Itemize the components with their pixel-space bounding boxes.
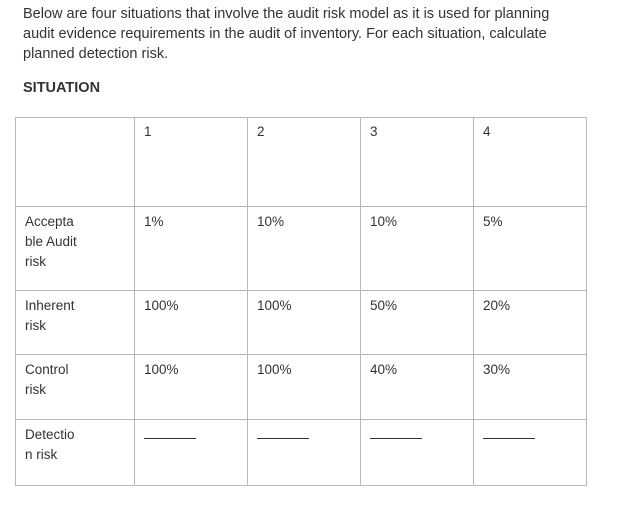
table-cell: 100%	[135, 355, 248, 420]
row-label-detection-risk	[16, 420, 135, 486]
row-label-line: Detectio	[25, 427, 75, 442]
row-label-line: ble Audit	[25, 234, 77, 249]
table-cell: 40%	[361, 355, 474, 420]
column-header-1: 1	[135, 118, 248, 207]
table-header-row	[16, 118, 587, 207]
column-header-4: 4	[474, 118, 587, 207]
intro-line-1: Below are four situations that involve the audit risk model as it is used for planning	[23, 6, 550, 22]
intro-line-2: audit evidence requirements in the audit of inventory. For each situation, calculate	[23, 26, 547, 42]
answer-blank-3	[370, 426, 422, 439]
answer-blank-cell	[135, 420, 248, 486]
audit-risk-table	[15, 117, 587, 486]
row-label-line: risk	[25, 318, 46, 333]
answer-blank-cell	[248, 420, 361, 486]
table-row-acceptable-audit-risk	[16, 207, 587, 291]
answer-blank-cell	[474, 420, 587, 486]
table-cell: 5%	[474, 207, 587, 291]
row-label-inherent-risk	[16, 291, 135, 355]
answer-blank-4	[483, 426, 535, 439]
row-label-line: Accepta	[25, 214, 74, 229]
table-row-detection-risk	[16, 420, 587, 486]
row-label-line: risk	[25, 254, 46, 269]
table-cell: 100%	[248, 291, 361, 355]
row-label-acceptable-audit-risk	[16, 207, 135, 291]
header-corner-cell	[16, 118, 135, 207]
row-label-line: n risk	[25, 447, 58, 462]
column-header-3: 3	[361, 118, 474, 207]
row-label-line: Inherent	[25, 298, 75, 313]
table-cell: 50%	[361, 291, 474, 355]
row-label-line: Control	[25, 362, 69, 377]
row-label-line: risk	[25, 382, 46, 397]
answer-blank-cell	[361, 420, 474, 486]
answer-blank-2	[257, 426, 309, 439]
table-cell: 10%	[248, 207, 361, 291]
answer-blank-1	[144, 426, 196, 439]
intro-line-3: planned detection risk.	[23, 46, 169, 62]
table-row-control-risk	[16, 355, 587, 420]
situation-heading: SITUATION	[23, 80, 101, 96]
row-label-control-risk	[16, 355, 135, 420]
column-header-2: 2	[248, 118, 361, 207]
table-cell: 30%	[474, 355, 587, 420]
table-cell: 100%	[248, 355, 361, 420]
table-cell: 10%	[361, 207, 474, 291]
table-row-inherent-risk	[16, 291, 587, 355]
table-cell: 1%	[135, 207, 248, 291]
table-cell: 20%	[474, 291, 587, 355]
intro-paragraph	[23, 4, 613, 64]
table-cell: 100%	[135, 291, 248, 355]
